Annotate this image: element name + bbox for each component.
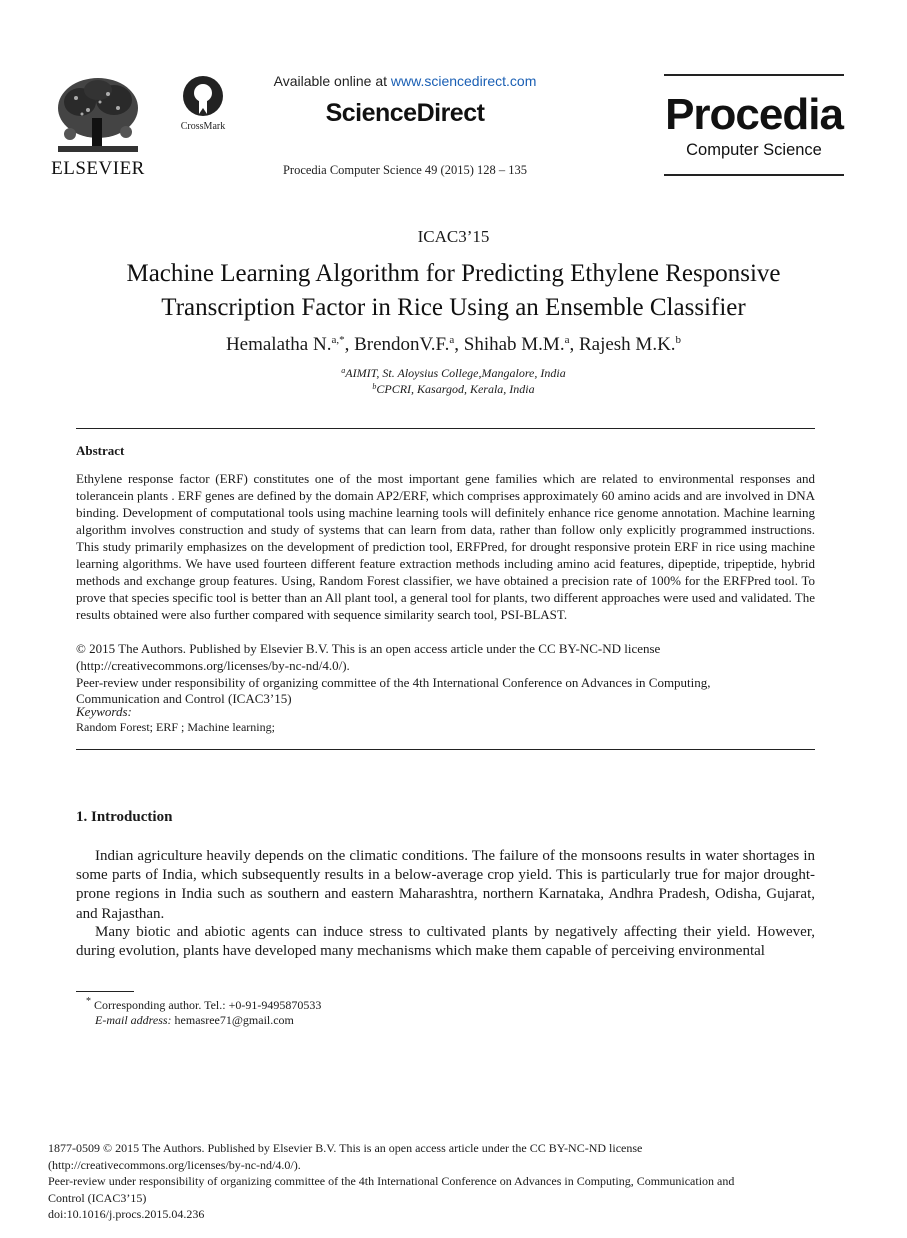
title-line-1: Machine Learning Algorithm for Predicting Ethylene Responsive [126, 260, 781, 287]
abstract-heading: Abstract [76, 443, 125, 458]
footer-doi[interactable]: doi:10.1016/j.procs.2015.04.236 [48, 1207, 205, 1221]
logo-bottom-rule [664, 174, 844, 176]
procedia-subtitle: Computer Science [686, 141, 822, 159]
article-title [60, 257, 847, 325]
author-affil-mark: a [564, 334, 570, 346]
affiliation-mark: a [341, 366, 346, 375]
peer-review-line: Peer-review under responsibility of organizing committee of the 4th International Conference on Advances in Computing, [76, 675, 711, 690]
footer-peer-review-line: Peer-review under responsibility of organizing committee of the 4th International Conference on Advances in Computing, Communication and [48, 1174, 735, 1188]
available-prefix: Available online at [273, 73, 387, 89]
journal-citation: Procedia Computer Science 49 (2015) 128 – 135 [282, 163, 528, 177]
affiliation-a [0, 366, 907, 381]
author-name[interactable]: BrendonV.F. [354, 334, 450, 355]
logo-top-rule [664, 74, 844, 76]
elsevier-logo[interactable] [48, 74, 148, 178]
abstract-bottom-rule [76, 749, 815, 750]
author-affil-mark: b [675, 334, 682, 346]
author-name[interactable]: Rajesh M.K. [578, 334, 676, 355]
email-address[interactable]: hemasree71@gmail.com [174, 1013, 294, 1027]
abstract-body: Ethylene response factor (ERF) constitutes one of the most important gene families which are related to environmental responses and tolerancein plants . ERF genes are defined by the domain AP2/ERF, which comprises approximately 60 amino acids and are involved in DNA binding. Development of computational tools using machine learning tools will definitely enhance rice genome annotation. Machine learning algorithm involves construction and study of systems that can learn from data, rather than follow only explicitly programmed instructions. This study primarily emphasizes on the development of prediction tool, ERFPred, for drought responsive protein ERF in rice using machine learning algorithms. We have used fourteen different feature extraction methods including amino acid features, dipeptide, tripeptide, hybrid methods and exchange group features. Using, Random Forest classifier, we have obtained a precision rate of 100% for the ERFPred tool. To prove that species specific tool is better than an All plant tool, a general tool for plants, two different approaches were used and validated. The results obtained were also further compared with sequence similarity search tool, PSI-BLAST. [76, 471, 815, 622]
footer-issn-line: 1877-0509 © 2015 The Authors. Published by Elsevier B.V. This is an open access article under the CC BY-NC-ND license [48, 1141, 643, 1155]
author-affil-mark: a [449, 334, 455, 346]
author-separator: , [344, 334, 355, 355]
crossmark-label: CrossMark [180, 121, 226, 132]
affiliation-mark: b [372, 382, 377, 391]
author-name[interactable]: Shihab M.M. [463, 334, 565, 355]
corresponding-author-footnote [86, 996, 321, 1013]
author-list [0, 334, 907, 356]
peer-review-line-cont: Communication and Control (ICAC3’15) [76, 691, 292, 706]
conference-name: ICAC3’15 [417, 227, 490, 246]
author-affil-mark: a,* [331, 334, 345, 346]
footnote-rule [76, 991, 134, 992]
corresponding-author-text: Corresponding author. Tel.: +0-91-9495870533 [94, 998, 322, 1012]
crossmark-badge[interactable] [172, 74, 234, 134]
author-separator: , [569, 334, 579, 355]
license-link[interactable]: (http://creativecommons.org/licenses/by-nc-nd/4.0/). [76, 658, 350, 673]
email-footnote [95, 1013, 294, 1028]
keywords-label: Keywords: [76, 704, 132, 719]
footnote-marker: * [86, 996, 91, 1007]
intro-paragraph-2: Many biotic and abiotic agents can induce stress to cultivated plants by negatively affecting their yield. However, during evolution, plants have developed many mechanisms which make them capable of perceiving environmental [76, 924, 815, 960]
affiliation-text: AIMIT, St. Aloysius College,Mangalore, India [345, 366, 566, 380]
sciencedirect-link[interactable]: www.sciencedirect.com [390, 73, 537, 89]
author-separator: , [454, 334, 464, 355]
copyright-line: © 2015 The Authors. Published by Elsevier B.V. This is an open access article under the CC BY-NC-ND license [76, 641, 661, 656]
footer-peer-review-cont: Control (ICAC3’15) [48, 1191, 147, 1205]
email-label: E-mail address: [95, 1013, 172, 1027]
publisher-name: ELSEVIER [51, 158, 145, 179]
footer-license-link[interactable]: (http://creativecommons.org/licenses/by-nc-nd/4.0/). [48, 1158, 301, 1172]
elsevier-tree-icon [48, 74, 148, 156]
crossmark-icon [181, 74, 225, 118]
sciencedirect-wordmark[interactable]: ScienceDirect [325, 99, 485, 127]
available-online [240, 73, 570, 89]
affiliation-text: CPCRI, Kasargod, Kerala, India [376, 382, 535, 396]
title-line-2: Transcription Factor in Rice Using an Ensemble Classifier [161, 294, 746, 321]
keywords: Random Forest; ERF ; Machine learning; [76, 720, 275, 734]
abstract-top-rule [76, 428, 815, 429]
section-heading-introduction: 1. Introduction [76, 809, 173, 825]
intro-paragraph-1: Indian agriculture heavily depends on the climatic conditions. The failure of the monsoons results in water shortages in some parts of India, which subsequently results in a below-average crop yield. This is particularly true for major drought-prone regions in India such as southern and eastern Maharashtra, northern Karnataka, Andhra Pradesh, Odisha, Gujarat, and Rajasthan. [76, 848, 815, 922]
procedia-title: Procedia [665, 90, 843, 139]
affiliation-b [0, 382, 907, 397]
procedia-logo[interactable] [664, 74, 844, 176]
author-name[interactable]: Hemalatha N. [225, 334, 332, 355]
